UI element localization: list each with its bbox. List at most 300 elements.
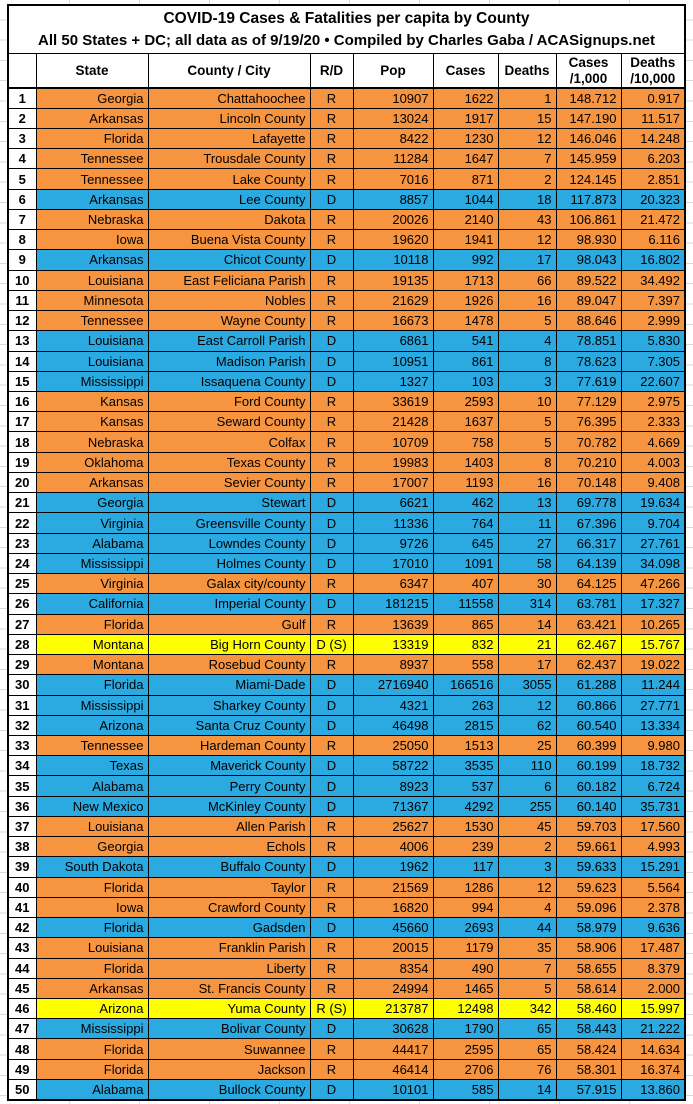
cell-rd: R (310, 958, 353, 978)
cell-deaths_per_10k: 7.305 (621, 351, 685, 371)
cell-pop: 17010 (353, 553, 433, 573)
table-row (8, 553, 685, 573)
cell-deaths_per_10k: 2.378 (621, 897, 685, 917)
cell-cases: 263 (433, 695, 498, 715)
table-row (8, 432, 685, 452)
cell-cases: 1926 (433, 290, 498, 310)
cell-rank: 19 (8, 452, 36, 472)
cell-rd: R (310, 290, 353, 310)
cell-deaths: 5 (498, 432, 556, 452)
cell-rank: 38 (8, 837, 36, 857)
cell-deaths: 4 (498, 897, 556, 917)
cell-cases: 558 (433, 655, 498, 675)
cell-cases: 1478 (433, 311, 498, 331)
cell-deaths: 2 (498, 837, 556, 857)
table-row (8, 999, 685, 1019)
cell-deaths: 25 (498, 735, 556, 755)
cell-cases_per_1k: 98.930 (556, 230, 621, 250)
cell-deaths: 12 (498, 230, 556, 250)
cell-rank: 41 (8, 897, 36, 917)
cell-rd: R (310, 230, 353, 250)
col-header-deaths_per_10k (621, 54, 685, 88)
cell-pop: 7016 (353, 169, 433, 189)
cell-cases_per_1k: 63.781 (556, 594, 621, 614)
cell-cases: 2140 (433, 209, 498, 229)
cell-pop: 10101 (353, 1079, 433, 1099)
cell-cases: 4292 (433, 796, 498, 816)
cell-cases: 11558 (433, 594, 498, 614)
cell-rd: D (310, 513, 353, 533)
cell-deaths: 45 (498, 816, 556, 836)
cell-rd: R (310, 270, 353, 290)
cell-cases_per_1k: 61.288 (556, 675, 621, 695)
cell-cases: 1465 (433, 978, 498, 998)
cell-pop: 16673 (353, 311, 433, 331)
cell-deaths_per_10k: 2.333 (621, 412, 685, 432)
col-header-county (148, 54, 310, 88)
cell-rank: 49 (8, 1059, 36, 1079)
cell-cases: 1637 (433, 412, 498, 432)
cell-state: Arkansas (36, 108, 148, 128)
cell-state: Georgia (36, 88, 148, 108)
cell-state: Alabama (36, 1079, 148, 1099)
cell-cases_per_1k: 70.210 (556, 452, 621, 472)
cell-cases_per_1k: 58.424 (556, 1039, 621, 1059)
table-row (8, 1019, 685, 1039)
cell-deaths_per_10k: 13.334 (621, 715, 685, 735)
cell-state: Arkansas (36, 250, 148, 270)
cell-rank: 42 (8, 918, 36, 938)
cell-deaths_per_10k: 14.248 (621, 128, 685, 148)
cell-cases_per_1k: 78.851 (556, 331, 621, 351)
cell-rd: D (310, 675, 353, 695)
cell-state: Nebraska (36, 432, 148, 452)
cell-cases_per_1k: 63.421 (556, 614, 621, 634)
cell-cases: 2595 (433, 1039, 498, 1059)
cell-deaths: 14 (498, 1079, 556, 1099)
cell-deaths: 3055 (498, 675, 556, 695)
cell-deaths: 4 (498, 331, 556, 351)
cell-deaths: 13 (498, 493, 556, 513)
cell-cases: 407 (433, 574, 498, 594)
cell-cases_per_1k: 58.460 (556, 999, 621, 1019)
cell-pop: 21569 (353, 877, 433, 897)
cell-deaths: 12 (498, 128, 556, 148)
col-header-label: R/D (319, 62, 344, 78)
cell-deaths: 10 (498, 391, 556, 411)
cell-cases_per_1k: 59.633 (556, 857, 621, 877)
cell-cases_per_1k: 117.873 (556, 189, 621, 209)
spreadsheet-sheet (7, 4, 686, 1101)
cell-rd: R (310, 128, 353, 148)
cell-county: Stewart (148, 493, 310, 513)
cell-rank: 27 (8, 614, 36, 634)
table-row (8, 735, 685, 755)
cell-cases_per_1k: 64.139 (556, 553, 621, 573)
cell-rd: R (310, 169, 353, 189)
cell-deaths: 3 (498, 371, 556, 391)
cell-deaths_per_10k: 20.323 (621, 189, 685, 209)
cell-pop: 8923 (353, 776, 433, 796)
cell-deaths: 16 (498, 290, 556, 310)
cell-rd: D (310, 1019, 353, 1039)
cell-rank: 44 (8, 958, 36, 978)
cell-rd: R (310, 1059, 353, 1079)
cell-county: Madison Parish (148, 351, 310, 371)
cell-county: Lake County (148, 169, 310, 189)
cell-state: Iowa (36, 897, 148, 917)
cell-pop: 58722 (353, 756, 433, 776)
cell-pop: 10709 (353, 432, 433, 452)
cell-county: Crawford County (148, 897, 310, 917)
cell-rd: R (310, 816, 353, 836)
table-row (8, 958, 685, 978)
cell-rank: 11 (8, 290, 36, 310)
cell-deaths_per_10k: 10.265 (621, 614, 685, 634)
cell-rd: D (310, 189, 353, 209)
cell-deaths: 44 (498, 918, 556, 938)
cell-rd: R (310, 88, 353, 108)
table-row (8, 796, 685, 816)
cell-state: Louisiana (36, 816, 148, 836)
cell-county: Santa Cruz County (148, 715, 310, 735)
cell-county: Buena Vista County (148, 230, 310, 250)
cell-cases_per_1k: 67.396 (556, 513, 621, 533)
cell-pop: 6861 (353, 331, 433, 351)
cell-rank: 3 (8, 128, 36, 148)
cell-cases: 1091 (433, 553, 498, 573)
cell-deaths_per_10k: 17.487 (621, 938, 685, 958)
cell-rd: D (310, 493, 353, 513)
cell-cases: 832 (433, 634, 498, 654)
cell-rd: D (310, 857, 353, 877)
cell-state: Montana (36, 655, 148, 675)
cell-rank: 28 (8, 634, 36, 654)
cell-rank: 40 (8, 877, 36, 897)
cell-pop: 21428 (353, 412, 433, 432)
cell-pop: 10951 (353, 351, 433, 371)
cell-deaths_per_10k: 16.802 (621, 250, 685, 270)
cell-cases_per_1k: 77.129 (556, 391, 621, 411)
cell-deaths: 65 (498, 1039, 556, 1059)
cell-cases: 1790 (433, 1019, 498, 1039)
table-row (8, 169, 685, 189)
cell-rd: D (S) (310, 634, 353, 654)
col-header-label: Cases (568, 54, 609, 70)
cell-rank: 5 (8, 169, 36, 189)
table-row (8, 756, 685, 776)
cell-cases_per_1k: 98.043 (556, 250, 621, 270)
cell-cases: 2693 (433, 918, 498, 938)
cell-rank: 43 (8, 938, 36, 958)
table-row (8, 513, 685, 533)
table-row (8, 452, 685, 472)
cell-rank: 9 (8, 250, 36, 270)
cell-deaths: 35 (498, 938, 556, 958)
table-row (8, 149, 685, 169)
title-block (8, 5, 685, 54)
cell-deaths: 110 (498, 756, 556, 776)
cell-county: Ford County (148, 391, 310, 411)
cell-county: East Carroll Parish (148, 331, 310, 351)
cell-cases: 1917 (433, 108, 498, 128)
cell-county: Nobles (148, 290, 310, 310)
cell-cases_per_1k: 59.096 (556, 897, 621, 917)
cell-county: Miami-Dade (148, 675, 310, 695)
cell-state: Texas (36, 756, 148, 776)
cell-pop: 11284 (353, 149, 433, 169)
cell-state: Florida (36, 614, 148, 634)
cell-cases: 239 (433, 837, 498, 857)
col-header-cases (433, 54, 498, 88)
cell-state: Georgia (36, 837, 148, 857)
table-row (8, 877, 685, 897)
cell-rank: 20 (8, 472, 36, 492)
cell-cases: 1044 (433, 189, 498, 209)
cell-deaths_per_10k: 15.767 (621, 634, 685, 654)
cell-rank: 14 (8, 351, 36, 371)
col-header-label-line2: /1,000 (569, 70, 608, 86)
col-header-rd (310, 54, 353, 88)
table-row (8, 1059, 685, 1079)
cell-deaths_per_10k: 22.607 (621, 371, 685, 391)
cell-deaths_per_10k: 34.098 (621, 553, 685, 573)
cell-state: Alabama (36, 776, 148, 796)
cell-cases_per_1k: 62.437 (556, 655, 621, 675)
cell-rank: 34 (8, 756, 36, 776)
cell-rank: 32 (8, 715, 36, 735)
cell-deaths: 5 (498, 978, 556, 998)
cell-deaths: 21 (498, 634, 556, 654)
table-row (8, 331, 685, 351)
cell-state: Virginia (36, 513, 148, 533)
cell-county: Liberty (148, 958, 310, 978)
cell-deaths: 1 (498, 88, 556, 108)
cell-deaths_per_10k: 19.022 (621, 655, 685, 675)
cell-state: Mississippi (36, 553, 148, 573)
cell-rd: R (310, 897, 353, 917)
cell-deaths_per_10k: 9.636 (621, 918, 685, 938)
cell-county: Maverick County (148, 756, 310, 776)
cell-cases: 1403 (433, 452, 498, 472)
cell-rank: 48 (8, 1039, 36, 1059)
cell-deaths: 62 (498, 715, 556, 735)
cell-county: Echols (148, 837, 310, 857)
table-row (8, 655, 685, 675)
cell-deaths_per_10k: 17.560 (621, 816, 685, 836)
cell-county: Rosebud County (148, 655, 310, 675)
table-row (8, 412, 685, 432)
cell-deaths_per_10k: 6.724 (621, 776, 685, 796)
title-cell (8, 5, 685, 54)
table-row (8, 108, 685, 128)
cell-cases: 992 (433, 250, 498, 270)
cell-rd: R (310, 735, 353, 755)
cell-deaths: 16 (498, 472, 556, 492)
table-row (8, 533, 685, 553)
cell-cases_per_1k: 148.712 (556, 88, 621, 108)
cell-county: Chattahoochee (148, 88, 310, 108)
cell-rd: R (310, 108, 353, 128)
cell-county: Issaquena County (148, 371, 310, 391)
cell-deaths: 5 (498, 311, 556, 331)
cell-state: Louisiana (36, 938, 148, 958)
cell-deaths: 17 (498, 250, 556, 270)
cell-cases: 1622 (433, 88, 498, 108)
table-title: COVID-19 Cases & Fatalities per capita by County (163, 10, 530, 27)
cell-county: Texas County (148, 452, 310, 472)
col-header-label: State (75, 62, 109, 78)
cell-state: Florida (36, 877, 148, 897)
cell-deaths_per_10k: 6.203 (621, 149, 685, 169)
cell-pop: 13319 (353, 634, 433, 654)
cell-state: Arizona (36, 999, 148, 1019)
cell-county: Buffalo County (148, 857, 310, 877)
cell-rank: 39 (8, 857, 36, 877)
cell-cases_per_1k: 70.148 (556, 472, 621, 492)
cell-rd: R (310, 311, 353, 331)
cell-deaths_per_10k: 11.244 (621, 675, 685, 695)
table-row (8, 897, 685, 917)
cell-rank: 12 (8, 311, 36, 331)
cell-county: Jackson (148, 1059, 310, 1079)
cell-deaths_per_10k: 27.761 (621, 533, 685, 553)
table-row (8, 614, 685, 634)
cell-deaths: 58 (498, 553, 556, 573)
cell-county: Seward County (148, 412, 310, 432)
cell-deaths: 8 (498, 452, 556, 472)
cell-rank: 13 (8, 331, 36, 351)
cell-deaths: 7 (498, 958, 556, 978)
cell-rd: R (310, 391, 353, 411)
cell-pop: 6621 (353, 493, 433, 513)
cell-deaths_per_10k: 15.291 (621, 857, 685, 877)
cell-rd: D (310, 695, 353, 715)
cell-rd: R (310, 877, 353, 897)
cell-pop: 1327 (353, 371, 433, 391)
table-body (8, 88, 685, 1100)
cell-rd: R (310, 655, 353, 675)
cell-state: Tennessee (36, 311, 148, 331)
col-header-deaths (498, 54, 556, 88)
cell-pop: 19620 (353, 230, 433, 250)
col-header-label: Pop (380, 62, 406, 78)
cell-deaths: 5 (498, 412, 556, 432)
table-row (8, 715, 685, 735)
cell-state: Arkansas (36, 472, 148, 492)
cell-cases: 103 (433, 371, 498, 391)
cell-state: Alabama (36, 533, 148, 553)
cell-rank: 8 (8, 230, 36, 250)
cell-cases_per_1k: 62.467 (556, 634, 621, 654)
cell-rank: 2 (8, 108, 36, 128)
cell-cases_per_1k: 59.703 (556, 816, 621, 836)
covid-county-table (7, 4, 686, 1101)
cell-cases: 1193 (433, 472, 498, 492)
cell-pop: 213787 (353, 999, 433, 1019)
cell-state: Georgia (36, 493, 148, 513)
cell-cases_per_1k: 145.959 (556, 149, 621, 169)
cell-rank: 33 (8, 735, 36, 755)
cell-deaths: 3 (498, 857, 556, 877)
cell-rd: D (310, 371, 353, 391)
cell-cases: 462 (433, 493, 498, 513)
cell-deaths_per_10k: 4.003 (621, 452, 685, 472)
cell-county: Gulf (148, 614, 310, 634)
col-header-label: Deaths (630, 54, 676, 70)
cell-pop: 8354 (353, 958, 433, 978)
cell-cases_per_1k: 60.199 (556, 756, 621, 776)
cell-pop: 20026 (353, 209, 433, 229)
cell-rank: 17 (8, 412, 36, 432)
cell-cases: 537 (433, 776, 498, 796)
cell-county: East Feliciana Parish (148, 270, 310, 290)
cell-rd: R (310, 472, 353, 492)
cell-deaths: 6 (498, 776, 556, 796)
table-row (8, 371, 685, 391)
cell-pop: 24994 (353, 978, 433, 998)
cell-state: Kansas (36, 391, 148, 411)
cell-rd: D (310, 715, 353, 735)
cell-state: Louisiana (36, 270, 148, 290)
col-header-state (36, 54, 148, 88)
cell-cases_per_1k: 58.979 (556, 918, 621, 938)
cell-cases: 490 (433, 958, 498, 978)
cell-county: Bolivar County (148, 1019, 310, 1039)
cell-county: Allen Parish (148, 816, 310, 836)
cell-pop: 181215 (353, 594, 433, 614)
cell-rank: 47 (8, 1019, 36, 1039)
cell-deaths_per_10k: 47.266 (621, 574, 685, 594)
cell-deaths_per_10k: 4.669 (621, 432, 685, 452)
cell-rd: D (310, 1079, 353, 1099)
cell-pop: 46414 (353, 1059, 433, 1079)
cell-rd: R (S) (310, 999, 353, 1019)
cell-cases: 12498 (433, 999, 498, 1019)
cell-deaths_per_10k: 21.222 (621, 1019, 685, 1039)
table-row (8, 250, 685, 270)
cell-state: Kansas (36, 412, 148, 432)
cell-cases: 1230 (433, 128, 498, 148)
cell-county: Perry County (148, 776, 310, 796)
table-row (8, 1039, 685, 1059)
cell-cases: 2706 (433, 1059, 498, 1079)
cell-pop: 17007 (353, 472, 433, 492)
table-row (8, 493, 685, 513)
cell-county: Yuma County (148, 999, 310, 1019)
cell-cases_per_1k: 69.778 (556, 493, 621, 513)
cell-rank: 29 (8, 655, 36, 675)
cell-county: Lowndes County (148, 533, 310, 553)
cell-deaths: 12 (498, 877, 556, 897)
cell-rd: D (310, 594, 353, 614)
cell-county: Taylor (148, 877, 310, 897)
table-row (8, 128, 685, 148)
cell-rd: R (310, 837, 353, 857)
cell-deaths_per_10k: 34.492 (621, 270, 685, 290)
cell-rank: 50 (8, 1079, 36, 1099)
cell-deaths_per_10k: 2.851 (621, 169, 685, 189)
cell-county: Chicot County (148, 250, 310, 270)
cell-deaths_per_10k: 8.379 (621, 958, 685, 978)
cell-deaths_per_10k: 35.731 (621, 796, 685, 816)
cell-cases: 1647 (433, 149, 498, 169)
cell-cases: 871 (433, 169, 498, 189)
cell-cases_per_1k: 77.619 (556, 371, 621, 391)
cell-county: Wayne County (148, 311, 310, 331)
cell-pop: 4006 (353, 837, 433, 857)
cell-deaths: 17 (498, 655, 556, 675)
